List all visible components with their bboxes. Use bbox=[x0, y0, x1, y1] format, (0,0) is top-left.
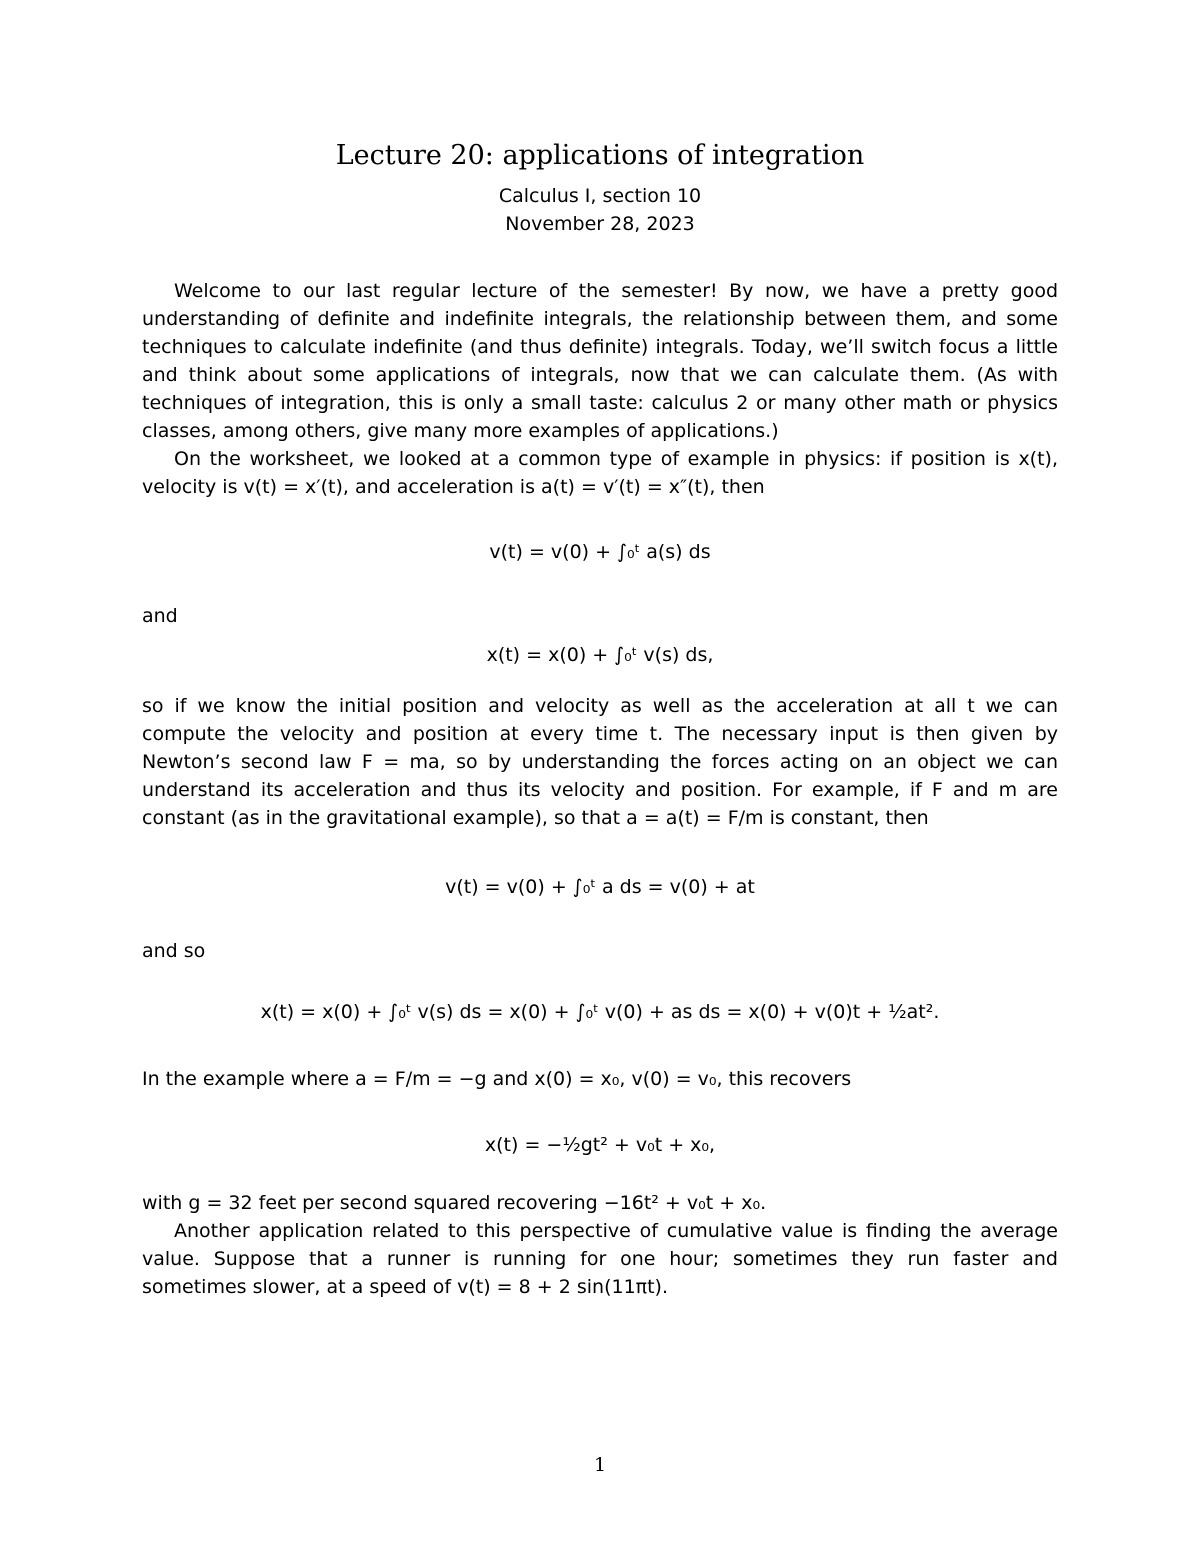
equation-gravity: x(t) = −½gt² + v₀t + x₀, bbox=[484, 1134, 716, 1156]
gravity-paragraph: In the example where a = F/m = −g and x(0) = x₀, v(0) = v₀, this recovers bbox=[142, 1068, 852, 1090]
course-line: Calculus I, section 10 bbox=[498, 185, 702, 207]
connector-and: and bbox=[142, 605, 178, 627]
recover-paragraph: with g = 32 feet per second squared recovering −16t² + v₀t + x₀. bbox=[142, 1192, 767, 1214]
newton-paragraph: so if we know the initial position and velocity as well as the acceleration at all t we can compute the velocity and position at every time t. The necessary input is then given by Newton’s second law F = ma, so by understanding the forces acting on an object we can understand its acceleration and thus its velocity and position. For example, if F and m are constant (as in the gravitational example), so that a = a(t) = F/m is constant, then bbox=[142, 695, 1058, 829]
connector-and-so: and so bbox=[142, 940, 206, 962]
page-title: Lecture 20: applications of integration bbox=[335, 140, 865, 171]
equation-constant-velocity: v(t) = v(0) + ∫₀ᵗ a ds = v(0) + at bbox=[445, 876, 755, 898]
page-number: 1 bbox=[593, 1454, 607, 1476]
equation-velocity: v(t) = v(0) + ∫₀ᵗ a(s) ds bbox=[489, 541, 711, 563]
worksheet-paragraph: On the worksheet, we looked at a common type of example in physics: if position is x(t), velocity is v(t) = x′(t), and acceleration is a(t) = v′(t) = x″(t), then bbox=[142, 448, 1058, 498]
intro-paragraph: Welcome to our last regular lecture of the semester! By now, we have a pretty good understanding of definite and indefinite integrals, the relationship between them, and some techniques to calculate indefinite (and thus definite) integrals. Today, we’ll switch focus a little and think about some applications of integrals, now that we can calculate them. (As with techniques of integration, this is only a small taste: calculus 2 or many other math or physics classes, among others, give many more examples of applications.) bbox=[142, 280, 1058, 442]
average-value-paragraph: Another application related to this perspective of cumulative value is finding the average value. Suppose that a runner is running for one hour; sometimes they run faster and sometimes slower, at a speed of v(t) = 8 + 2 sin(11πt). bbox=[142, 1220, 1058, 1298]
equation-position: x(t) = x(0) + ∫₀ᵗ v(s) ds, bbox=[486, 644, 714, 666]
date-line: November 28, 2023 bbox=[505, 213, 695, 235]
equation-constant-position: x(t) = x(0) + ∫₀ᵗ v(s) ds = x(0) + ∫₀ᵗ v(0) + as ds = x(0) + v(0)t + ½at². bbox=[260, 1001, 940, 1023]
